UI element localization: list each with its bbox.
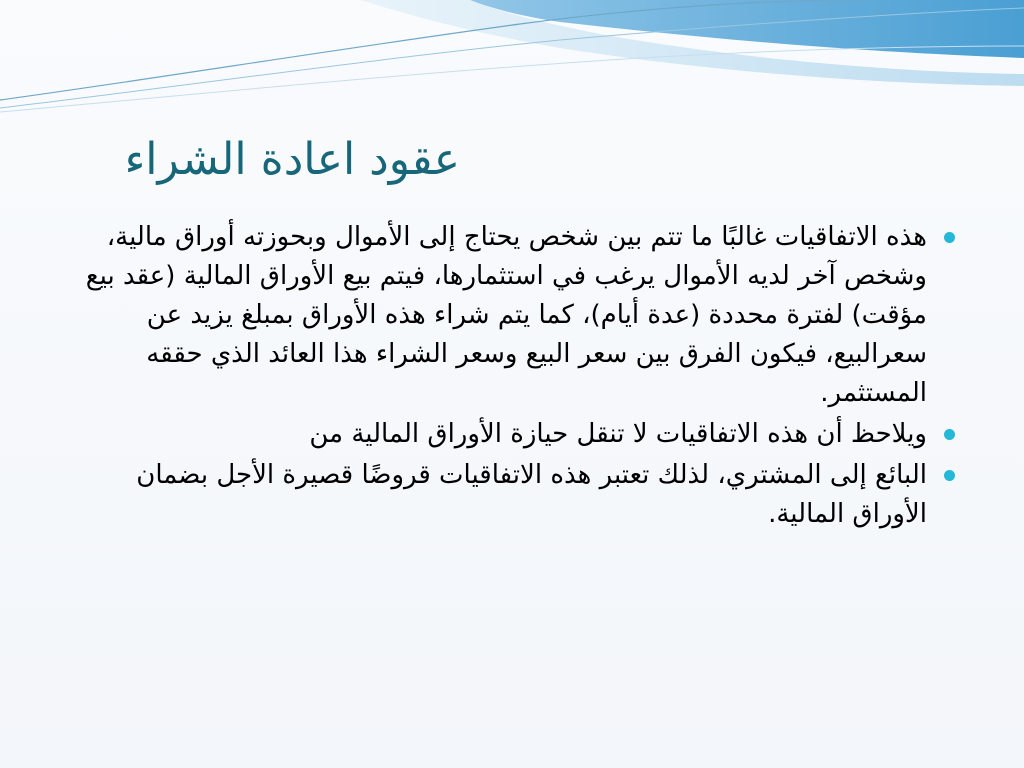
bullet-dot-icon xyxy=(944,470,955,481)
bullet-list xyxy=(60,218,965,536)
bullet-item xyxy=(60,218,965,413)
bullet-text: البائع إلى المشتري، لذلك تعتبر هذه الاتفاقيات قروضًا قصيرة الأجل بضمان الأوراق المالية. xyxy=(136,460,927,529)
bullet-dot-icon xyxy=(944,232,955,243)
bullet-text: هذه الاتفاقيات غالبًا ما تتم بين شخص يحتاج إلى الأموال وبحوزته أوراق مالية، وشخص آخر لديه الأموال يرغب في استثمارها، فيتم بيع الأوراق المالية (عقد بيع مؤقت) لفترة محددة (عدة أيام)، كما يتم شراء هذه الأوراق بمبلغ يزيد عن سعرالبيع، فيكون الفرق بين سعر البيع وسعر الشراء هذا العائد الذي حققه المستثمر. xyxy=(85,222,927,408)
header-wave-decoration xyxy=(0,0,1024,120)
bullet-text: ويلاحظ أن هذه الاتفاقيات لا تنقل حيازة الأوراق المالية من xyxy=(309,419,927,449)
bullet-dot-icon xyxy=(944,429,955,440)
slide-title: عقود اعادة الشراء xyxy=(124,134,460,185)
bullet-item xyxy=(60,415,965,454)
bullet-item xyxy=(60,456,965,534)
